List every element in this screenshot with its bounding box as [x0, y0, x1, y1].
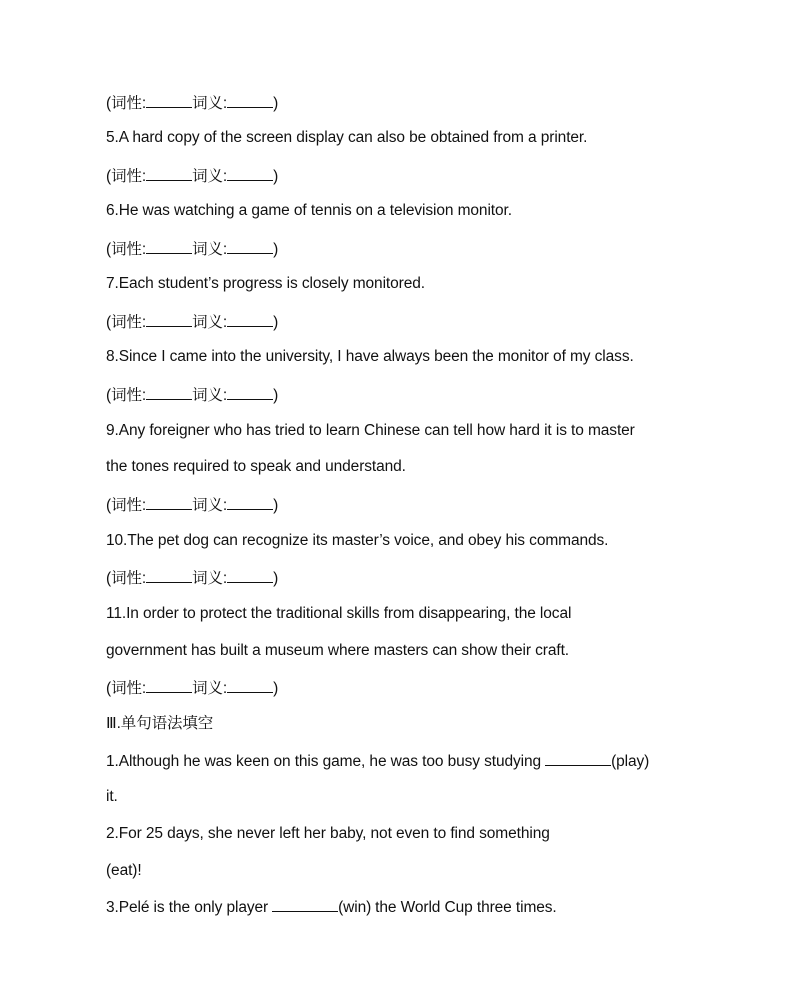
- prompt-close-paren: ): [273, 387, 279, 404]
- pos-label: 词性:: [111, 387, 147, 404]
- answer-blank[interactable]: [545, 751, 611, 766]
- prompt-close-paren: ): [273, 680, 279, 697]
- pos-label: 词性:: [111, 570, 147, 587]
- pos-meaning-prompt: [106, 385, 278, 406]
- grammar-question-2: 2.For 25 days, she never left her baby, not even to find something: [106, 825, 550, 842]
- prompt-open-paren: (: [106, 387, 112, 404]
- prompt-close-paren: ): [273, 570, 279, 587]
- pos-blank[interactable]: [146, 385, 192, 400]
- prompt-open-paren: (: [106, 168, 112, 185]
- meaning-label: 词义:: [192, 497, 228, 514]
- sentence-5: 5.A hard copy of the screen display can also be obtained from a printer.: [106, 129, 588, 146]
- sentence-7: 7.Each student’s progress is closely monitored.: [106, 275, 425, 292]
- pos-label: 词性:: [111, 168, 147, 185]
- sentence-9-line-1: 9.Any foreigner who has tried to learn Chinese can tell how hard it is to master: [106, 422, 635, 439]
- meaning-label: 词义:: [192, 241, 228, 258]
- sentence-11-line-2: government has built a museum where masters can show their craft.: [106, 642, 570, 659]
- sentence-8: 8.Since I came into the university, I have always been the monitor of my class.: [106, 348, 634, 365]
- section-heading: Ⅲ.单句语法填空: [106, 715, 214, 732]
- pos-label: 词性:: [111, 314, 147, 331]
- pos-blank[interactable]: [146, 93, 192, 108]
- pos-meaning-prompt: [106, 166, 278, 187]
- question-3-text-after: the World Cup three times.: [375, 899, 557, 916]
- pos-blank[interactable]: [146, 568, 192, 583]
- question-3-text: 3.Pelé is the only player: [106, 899, 269, 916]
- pos-label: 词性:: [111, 680, 147, 697]
- meaning-blank[interactable]: [227, 166, 273, 181]
- meaning-label: 词义:: [192, 680, 228, 697]
- meaning-blank[interactable]: [227, 385, 273, 400]
- meaning-label: 词义:: [192, 95, 228, 112]
- grammar-question-2-hint: (eat)!: [106, 862, 142, 879]
- prompt-close-paren: ): [273, 497, 279, 514]
- prompt-open-paren: (: [106, 497, 112, 514]
- pos-meaning-prompt: [106, 568, 278, 589]
- meaning-blank[interactable]: [227, 312, 273, 327]
- answer-blank[interactable]: [272, 897, 338, 912]
- prompt-open-paren: (: [106, 570, 112, 587]
- meaning-blank[interactable]: [227, 678, 273, 693]
- pos-meaning-prompt: [106, 93, 278, 114]
- meaning-blank[interactable]: [227, 239, 273, 254]
- pos-blank[interactable]: [146, 678, 192, 693]
- sentence-10: 10.The pet dog can recognize its master’s voice, and obey his commands.: [106, 532, 609, 549]
- meaning-label: 词义:: [192, 387, 228, 404]
- pos-label: 词性:: [111, 497, 147, 514]
- pos-blank[interactable]: [146, 495, 192, 510]
- grammar-question-3: [106, 897, 557, 918]
- question-3-hint: (win): [338, 899, 372, 916]
- pos-meaning-prompt: [106, 239, 278, 260]
- pos-meaning-prompt: [106, 495, 278, 516]
- sentence-11-line-1: 11.In order to protect the traditional skills from disappearing, the local: [106, 605, 572, 622]
- pos-label: 词性:: [111, 241, 147, 258]
- meaning-label: 词义:: [192, 168, 228, 185]
- meaning-label: 词义:: [192, 314, 228, 331]
- pos-label: 词性:: [111, 95, 147, 112]
- question-1-text: 1.Although he was keen on this game, he was too busy studying: [106, 753, 542, 770]
- pos-blank[interactable]: [146, 166, 192, 181]
- prompt-close-paren: ): [273, 168, 279, 185]
- prompt-close-paren: ): [273, 241, 279, 258]
- pos-meaning-prompt: [106, 312, 278, 333]
- grammar-question-1-continued: it.: [106, 788, 118, 805]
- prompt-close-paren: ): [273, 314, 279, 331]
- pos-blank[interactable]: [146, 239, 192, 254]
- grammar-question-1: [106, 751, 649, 772]
- pos-blank[interactable]: [146, 312, 192, 327]
- meaning-blank[interactable]: [227, 93, 273, 108]
- meaning-blank[interactable]: [227, 495, 273, 510]
- meaning-label: 词义:: [192, 570, 228, 587]
- meaning-blank[interactable]: [227, 568, 273, 583]
- prompt-open-paren: (: [106, 95, 112, 112]
- sentence-6: 6.He was watching a game of tennis on a television monitor.: [106, 202, 512, 219]
- question-1-hint: (play): [611, 753, 650, 770]
- prompt-open-paren: (: [106, 241, 112, 258]
- prompt-open-paren: (: [106, 314, 112, 331]
- pos-meaning-prompt: [106, 678, 278, 699]
- prompt-open-paren: (: [106, 680, 112, 697]
- prompt-close-paren: ): [273, 95, 279, 112]
- sentence-9-line-2: the tones required to speak and understand.: [106, 458, 406, 475]
